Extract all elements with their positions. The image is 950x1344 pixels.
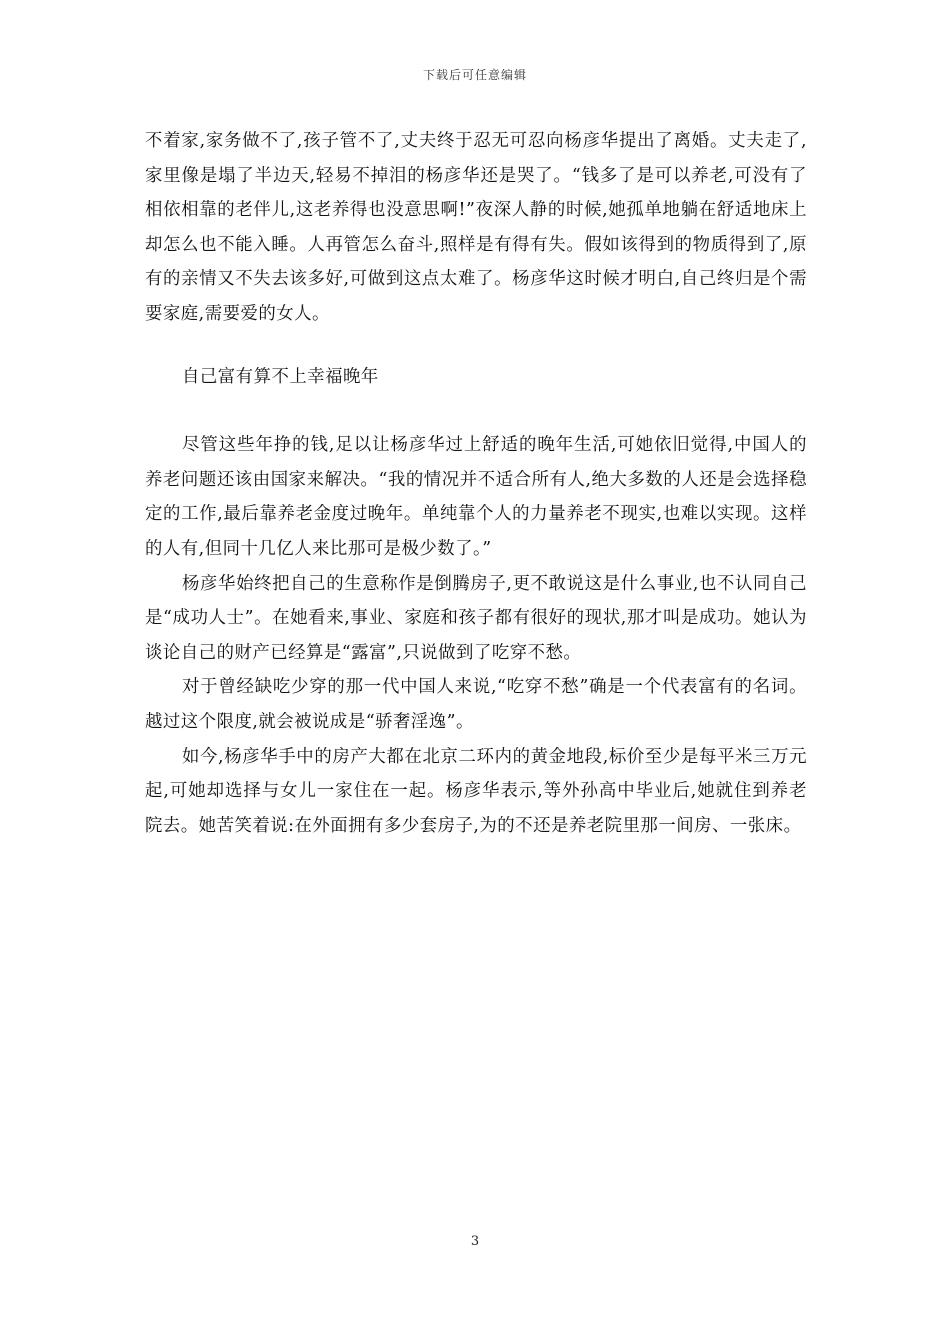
- page-number: 3: [470, 1234, 480, 1249]
- paragraph-1: 不着家,家务做不了,孩子管不了,丈夫终于忍无可忍向杨彦华提出了离婚。丈夫走了,家里像是塌了半边天,轻易不掉泪的杨彦华还是哭了。“钱多了是可以养老,可没有了相依相靠的老伴儿,这老养得也没意思啊!”夜深人静的时候,她孤单地躺在舒适地床上却怎么也不能入睡。人再管怎么奋斗,照样是有得有失。假如该得到的物质得到了,原有的亲情又不失去该多好,可做到这点太难了。杨彦华这时候才明白,自己终归是个需要家庭,需要爱的女人。: [145, 131, 807, 324]
- page-header: 下载后可任意编辑: [422, 68, 527, 82]
- document-body: [145, 124, 807, 843]
- paragraph-4: 对于曾经缺吃少穿的那一代中国人来说,“吃穿不愁”确是一个代表富有的名词。越过这个限度,就会被说成是“骄奢淫逸”。: [145, 677, 807, 732]
- paragraph-2: 尽管这些年挣的钱,足以让杨彦华过上舒适的晚年生活,可她依旧觉得,中国人的养老问题还该由国家来解决。“我的情况并不适合所有人,绝大多数的人还是会选择稳定的工作,最后靠养老金度过晚年。单纯靠个人的力量养老不现实,也难以实现。这样的人有,但同十几亿人来比那可是极少数了。”: [145, 435, 807, 559]
- paragraph-5: 如今,杨彦华手中的房产大都在北京二环内的黄金地段,标价至少是每平米三万元起,可她却选择与女儿一家住在一起。杨彦华表示,等外孙高中毕业后,她就住到养老院去。她苦笑着说:在外面拥有多少套房子,为的不还是养老院里那一间房、一张床。: [145, 746, 807, 836]
- section-heading: 自己富有算不上幸福晚年: [182, 366, 379, 387]
- paragraph-3: 杨彦华始终把自己的生意称作是倒腾房子,更不敢说这是什么事业,也不认同自己是“成功人士”。在她看来,事业、家庭和孩子都有很好的现状,那才叫是成功。她认为谈论自己的财产已经算是“露富”,只说做到了吃穿不愁。: [145, 573, 807, 663]
